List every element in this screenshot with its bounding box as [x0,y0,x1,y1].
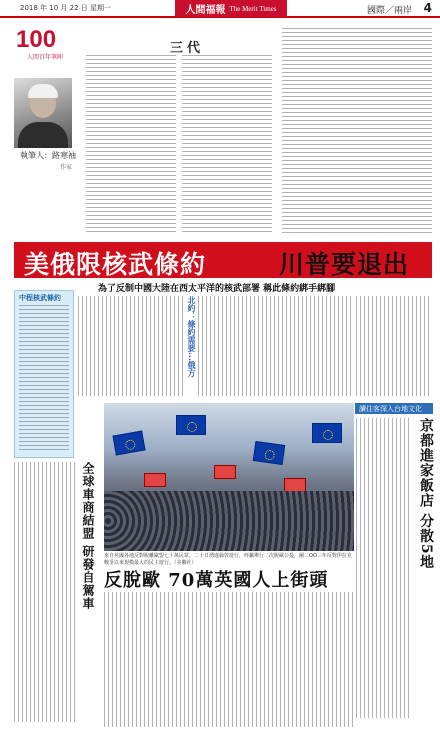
protest-sign-2 [214,465,236,479]
author-shoulders [18,122,68,148]
right-story-body-top [356,296,432,396]
column-body-1 [86,55,176,235]
lead-headline-banner [14,242,432,278]
lead-body-3 [306,296,352,396]
logo-chinese: 人間福報 [185,5,226,16]
logo-english: The Merit Times [229,4,277,13]
brexit-protest-headline: 反脫歐 70萬英國人上街頭 [104,570,329,591]
right-story-tagbar [355,403,433,414]
column-logo-caption: 人間百年筆陣 [26,54,63,61]
author-hair [28,84,58,98]
protest-sign-3 [284,478,306,492]
author-photo [14,78,72,148]
car-alliance-body [14,462,76,722]
section-name: 國際／兩岸 [366,6,412,16]
eu-flag-1 [112,431,145,456]
eu-flag-3 [253,441,285,465]
brexit-protest-body [104,592,354,727]
author-role: 作家 [60,164,73,171]
sidebar-box [14,290,74,458]
newspaper-logo [175,0,287,17]
lead-headline-red: 美俄限核武條約 [24,250,207,279]
eu-flag-2 [176,415,206,435]
protest-crowd [104,491,354,551]
protest-photo [104,403,354,551]
car-alliance-headline: 全球車商結盟 研發自駕車 [81,462,95,611]
page-number: 4 [423,1,432,15]
lead-body-1 [78,296,183,396]
column-title: 三代 [170,41,205,56]
lead-subhead: 為了反制中國大陸在西太平洋的核武部署 稱此條約綁手綁腳 [98,284,336,294]
lead-body-2 [198,296,303,396]
column-logo-number: 100 [16,26,57,53]
column-logo [16,28,74,68]
eu-flag-4 [312,423,342,443]
author-name: 執筆人：路寒袖 [20,151,76,160]
kyoto-hotel-body [356,418,412,718]
right-story-tag: 讀往客深入台地文化 [359,405,422,413]
lead-vertical-blue-label: 北約：條約需要...俄方 [187,296,196,378]
column-body-3 [282,28,432,235]
protest-sign-1 [144,473,166,487]
kyoto-hotel-headline: 京都進家飯店 分散5地 [418,418,434,570]
page-header [0,0,440,18]
sidebar-label: 中程核武條約 [19,294,61,302]
issue-date: 2018 年 10 月 22 日 星期一 [20,4,111,12]
column-body-2 [182,55,272,235]
sidebar-body [19,305,69,453]
lead-headline-black: 川普要退出 [279,250,410,279]
photo-caption: 來自英國各地反對脫離歐盟七十萬民眾，二十日湧進倫敦遊行，呼籲舉行二次脫歐公投，圖二OO三年反對伊拉克戰爭以來規模最大的民主遊行。（美聯社） [104,553,352,566]
